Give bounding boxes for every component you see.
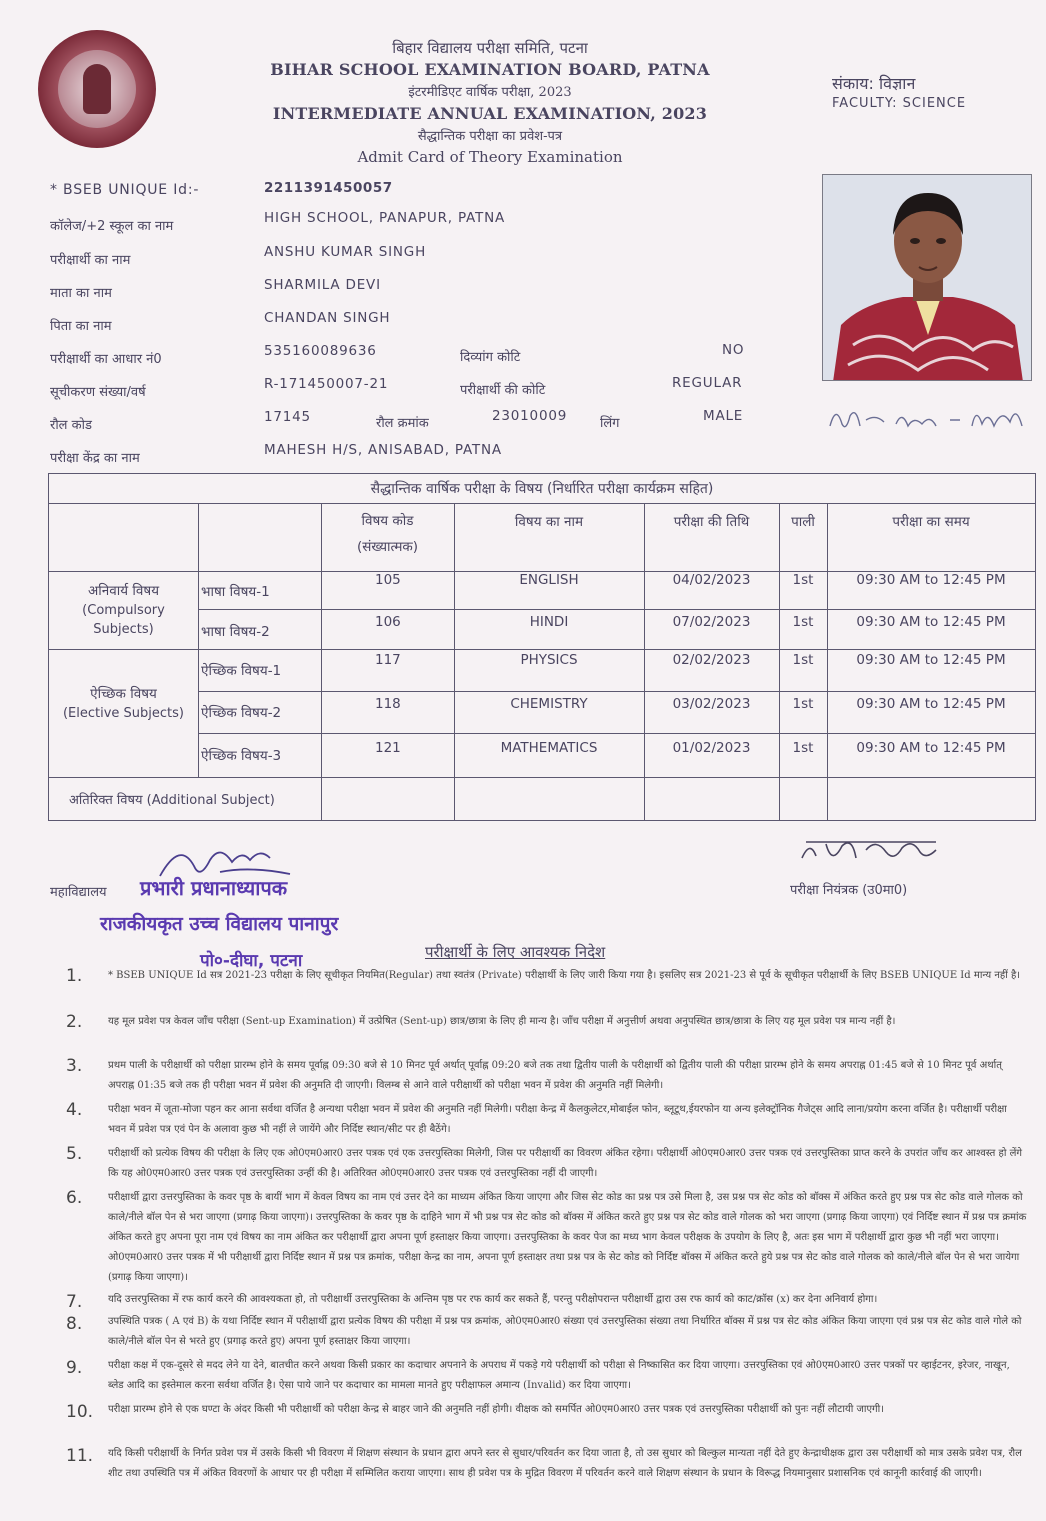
instructions-title: परीक्षार्थी के लिए आवश्यक निदेश — [425, 943, 606, 961]
table-row-subject: HINDI — [529, 614, 569, 630]
seal-emblem — [58, 50, 136, 128]
instruction-number: 5. — [66, 1144, 83, 1164]
centre-value: MAHESH H/S, ANISABAD, PATNA — [264, 442, 502, 458]
mother-label: माता का नाम — [50, 286, 112, 301]
instruction-number: 11. — [66, 1446, 94, 1466]
controller-signature — [796, 830, 946, 870]
head-exam-date: परीक्षा की तिथि — [673, 514, 750, 530]
uid-value: 2211391450057 — [264, 180, 393, 196]
table-row-date: 03/02/2023 — [672, 696, 751, 712]
divyang-label: दिव्यांग कोटि — [460, 350, 521, 365]
bseb-seal — [38, 30, 156, 148]
head-subject-code — [321, 508, 454, 560]
gender-value: MALE — [703, 408, 744, 424]
subject-table — [48, 473, 1036, 821]
table-row-code: 106 — [375, 614, 401, 630]
roll-code-label: रौल कोड — [50, 418, 92, 433]
gender-label: लिंग — [600, 416, 620, 431]
table-row-date: 07/02/2023 — [672, 614, 751, 630]
instruction-number: 9. — [66, 1358, 83, 1378]
father-label: पिता का नाम — [50, 319, 112, 334]
instruction-text: परीक्षा प्रारम्भ होने से एक घण्टा के अंदर किसी भी परीक्षार्थी को परीक्षा केन्द्र से बाहर जाने की अनुमति नहीं होगी। वीक्षक को समर्पित ओ0एम0आर0 उत्तर पत्रक एवं उत्तरपुस्तिका परीक्षार्थी को पुनः नहीं लौटायी जाएगी। — [108, 1404, 885, 1415]
head-subject-code-line2: (संख्यात्मक) — [356, 539, 419, 555]
group-compulsory-hindi: अनिवार्य विषय — [87, 582, 160, 599]
candidate-photo — [822, 174, 1032, 381]
group-elective-english: (Elective Subjects) — [62, 706, 185, 721]
table-row-shift: 1st — [792, 652, 814, 668]
mother-value: SHARMILA DEVI — [264, 277, 381, 293]
instruction-number: 3. — [66, 1056, 83, 1076]
stamp-line-designation: प्रभारी प्रधानाध्यापक — [140, 876, 288, 900]
head-subject-name: विषय का नाम — [514, 514, 584, 530]
table-row-date: 02/02/2023 — [672, 652, 751, 668]
table-row-time: 09:30 AM to 12:45 PM — [856, 696, 1006, 712]
instruction-text: परीक्षा कक्ष में एक-दूसरे से मदद लेने या देने, बातचीत करने अथवा किसी प्रकार का कदाचार अपनाने के अपराध में पकड़े गये परीक्षार्थी को परीक्षा से निष्कासित कर दिया जाएगा। उत्तरपुस्तिका एवं ओ0एम0आर0 उत्तर पत्रकों पर व्हाईटनर, इरेजर, नाखून, ब्लेड आदि का इस्तेमाल करना सर्वथा वर्जित है। ऐसा पाये जाने पर कदाचार का मामला मानते हुए परीक्षाफल अमान्य (Invalid) कर दिया जाएगा। — [108, 1360, 1010, 1391]
table-row-type: ऐच्छिक विषय-2 — [201, 704, 282, 721]
centre-label: परीक्षा केंद्र का नाम — [50, 451, 140, 466]
table-row-code: 121 — [375, 740, 401, 756]
exam-name-english: INTERMEDIATE ANNUAL EXAMINATION, 2023 — [272, 104, 708, 123]
table-row-type: भाषा विषय-1 — [201, 583, 270, 600]
exam-name-hindi: इंटरमीडिएट वार्षिक परीक्षा, 2023 — [408, 85, 572, 100]
table-row-subject: MATHEMATICS — [500, 740, 598, 756]
roll-number-label: रौल क्रमांक — [376, 416, 429, 431]
table-row-code: 117 — [375, 652, 401, 668]
instruction-text: परीक्षा भवन में जूता-मोजा पहन कर आना सर्वथा वर्जित है अन्यथा परीक्षा भवन में प्रवेश की अनुमति नहीं मिलेगी। परीक्षा केन्द्र में कैलकुलेटर,मोबाईल फोन, ब्लूटूथ,ईयरफोन या अन्य इलेक्ट्रॉनिक गैजेट्स आदि लाना/प्रयोग करना वर्जित है। परीक्षार्थी परीक्षा भवन में प्रवेश पत्र एवं पेन के अलावा कुछ भी नहीं ले जायेंगे और निर्दिष्ट स्थान/सीट पर ही बैठेंगे। — [108, 1104, 1007, 1135]
board-name-hindi: बिहार विद्यालय परीक्षा समिति, पटना — [392, 39, 588, 57]
table-row-code: 105 — [375, 572, 401, 588]
table-row-time: 09:30 AM to 12:45 PM — [856, 740, 1006, 756]
controller-label: परीक्षा नियंत्रक (उ0मा0) — [790, 883, 908, 898]
stamp-line-address: पो०-दीघा, पटना — [200, 951, 303, 971]
stamp-line-school: राजकीयकृत उच्च विद्यालय पानापुर — [100, 913, 339, 935]
table-row-shift: 1st — [792, 614, 814, 630]
instruction-text: यह मूल प्रवेश पत्र केवल जाँच परीक्षा (Sent-up Examination) में उत्प्रेषित (Sent-up) छात्र/छात्रा के लिए ही मान्य है। जाँच परीक्षा में अनुत्तीर्ण अथवा अनुपस्थित छात्र/छात्रा के लिए यह मूल प्रवेश पत्र मान्य नहीं है। — [108, 1016, 896, 1027]
table-title: सैद्धान्तिक वार्षिक परीक्षा के विषय (निर्धारित परीक्षा कार्यक्रम सहित) — [370, 481, 714, 497]
instruction-text: परीक्षार्थी द्वारा उत्तरपुस्तिका के कवर पृष्ठ के बायीं भाग में केवल विषय का नाम एवं उत्तर देने का माध्यम अंकित किया जाएगा और जिस सेट कोड का प्रश्न पत्र उसे मिला है, उस प्रश्न पत्र सेट कोड को बॉक्स में अंकित करते हुए प्रश्न पत्र सेट कोड वाले गोलक को काले/नीले बॉल पेन से भरा जाएगा (प्रगाढ़ किया जाएगा)। उत्तरपुस्तिका के कवर पृष्ठ के दाहिने भाग में भी प्रश्न पत्र सेट कोड को बॉक्स में अंकित करते हुए प्रश्न पत्र सेट कोड वाले गोलक को भरा जाएगा (प्रगाढ़ किया जाएगा) एवं निर्दिष्ट स्थान में प्रश्न पत्र क्रमांक अंकित करते हुए अपना पूरा नाम एवं विषय का नाम अंकित कर परीक्षार्थी द्वारा अपना पूर्ण हस्ताक्षर किया जाएगा। उत्तरपुस्तिका के कवर पेज का मध्य भाग केवल परीक्षक के उपयोग के लिए है, अतः इस भाग में परीक्षार्थी द्वारा कुछ भी नहीं भरा जाएगा। ओ0एम0आर0 उत्तर पत्रक में भी परीक्षार्थी द्वारा निर्दिष्ट स्थान में प्रश्न पत्र क्रमांक, परीक्षा केन्द्र का नाम, अपना पूर्ण हस्ताक्षर तथा प्रश्न पत्र के सेट कोड को निर्दिष्ट बॉक्स में अंकित करते हुये प्रश्न पत्र सेट कोड वाले गोलक को काले/नीले बॉल पेन से भरा जायेगा (प्रगाढ़ किया जाएगा)। — [108, 1192, 1027, 1283]
table-row-time: 09:30 AM to 12:45 PM — [856, 652, 1006, 668]
principal-label: महाविद्यालय — [50, 885, 107, 900]
group-elective — [49, 674, 198, 734]
category-label: परीक्षार्थी की कोटि — [460, 383, 546, 398]
seal-figure-icon — [83, 64, 111, 114]
candidate-signature — [826, 396, 1036, 440]
roll-code-value: 17145 — [264, 409, 311, 425]
college-value: HIGH SCHOOL, PANAPUR, PATNA — [264, 210, 506, 226]
table-row-type: ऐच्छिक विषय-1 — [201, 662, 282, 679]
aadhar-label: परीक्षार्थी का आधार नं0 — [50, 352, 162, 367]
uid-label: * BSEB UNIQUE Id:- — [50, 182, 200, 198]
name-value: ANSHU KUMAR SINGH — [264, 244, 427, 260]
instruction-number: 2. — [66, 1012, 83, 1032]
table-row-code: 118 — [375, 696, 401, 712]
faculty-english: FACULTY: SCIENCE — [832, 96, 967, 111]
category-value: REGULAR — [672, 375, 743, 391]
head-shift: पाली — [791, 514, 815, 530]
instruction-number: 10. — [66, 1402, 94, 1422]
instruction-text: प्रथम पाली के परीक्षार्थी को परीक्षा प्रारम्भ होने के समय पूर्वाह्न 09:30 बजे से 10 मिनट पूर्व अर्थात् पूर्वाह्न 09:20 बजे तक तथा द्वितीय पाली के परीक्षार्थी को द्वितीय पाली की परीक्षा प्रारम्भ होने के समय अपराह्न 01:45 बजे से 10 मिनट पूर्व अर्थात् अपराह्न 01:35 बजे तक ही परीक्षा भवन में प्रवेश की अनुमति दी जाएगी। विलम्ब से आने वाले परीक्षार्थी को परीक्षा भवन में प्रवेश की अनुमति नहीं मिलेगी। — [108, 1060, 1002, 1091]
table-row-time: 09:30 AM to 12:45 PM — [856, 572, 1006, 588]
instruction-text: उपस्थिति पत्रक ( A एवं B) के यथा निर्दिष्ट स्थान में परीक्षार्थी द्वारा प्रत्येक विषय की परीक्षा में प्रश्न पत्र क्रमांक, ओ0एम0आर0 संख्या एवं उत्तरपुस्तिका संख्या तथा निर्धारित बॉक्स में प्रश्न पत्र सेट कोड अंकित किया जाएगा एवं प्रश्न पत्र सेट कोड वाले गोले को काले/नीले बॉल पेन से भरते हुए (प्रगाढ़ करते हुए) अपना पूर्ण हस्ताक्षर किया जाएगा। — [108, 1316, 1022, 1347]
registration-label: सूचीकरण संख्या/वर्ष — [50, 385, 146, 400]
head-exam-time: परीक्षा का समय — [892, 514, 970, 530]
head-subject-code-line1: विषय कोड — [361, 513, 414, 529]
additional-subject-label: अतिरिक्त विषय (Additional Subject) — [69, 793, 275, 808]
faculty-hindi: संकाय: विज्ञान — [832, 74, 916, 93]
aadhar-value: 535160089636 — [264, 343, 377, 359]
instruction-text: परीक्षार्थी को प्रत्येक विषय की परीक्षा के लिए एक ओ0एम0आर0 उत्तर पत्रक एवं एक उत्तरपुस्तिका मिलेगी, जिस पर परीक्षार्थी का विवरण अंकित रहेगा। परीक्षार्थी ओ0एम0आर0 उत्तर पत्रक एवं उत्तरपुस्तिका प्राप्त करने के उपरांत जाँच कर आश्वस्त हो लेंगे कि यह ओ0एम0आर0 उत्तर पत्रक एवं उत्तरपुस्तिका उन्हीं की है। अतिरिक्त ओ0एम0आर0 उत्तर पत्रक एवं उत्तरपुस्तिका नहीं दी जाएगी। — [108, 1148, 1023, 1179]
table-row-date: 01/02/2023 — [672, 740, 751, 756]
name-label: परीक्षार्थी का नाम — [50, 253, 131, 268]
table-row-type: भाषा विषय-2 — [201, 623, 270, 640]
table-row-subject: ENGLISH — [519, 572, 579, 588]
college-label: कॉलेज/+2 स्कूल का नाम — [50, 219, 174, 234]
table-row-date: 04/02/2023 — [672, 572, 751, 588]
board-name-english: BIHAR SCHOOL EXAMINATION BOARD, PATNA — [270, 60, 710, 79]
instruction-number: 7. — [66, 1292, 83, 1312]
instruction-number: 8. — [66, 1314, 83, 1334]
father-value: CHANDAN SINGH — [264, 310, 391, 326]
instruction-number: 4. — [66, 1100, 83, 1120]
card-title-english: Admit Card of Theory Examination — [357, 148, 623, 166]
table-row-subject: PHYSICS — [520, 652, 578, 668]
table-row-type: ऐच्छिक विषय-3 — [201, 748, 282, 764]
table-row-shift: 1st — [792, 572, 814, 588]
table-row-subject: CHEMISTRY — [510, 696, 588, 712]
instruction-text: * BSEB UNIQUE Id सत्र 2021-23 परीक्षा के लिए सूचीकृत नियमित(Regular) तथा स्वतंत्र (Private) परीक्षार्थी के लिए जारी किया गया है। इसलिए सत्र 2021-23 से पूर्व के सूचीकृत परीक्षार्थी के लिए BSEB UNIQUE Id मान्य नहीं है। — [108, 970, 1021, 981]
instruction-number: 6. — [66, 1188, 83, 1208]
divyang-value: NO — [722, 342, 745, 358]
instruction-number: 1. — [66, 966, 83, 986]
instruction-text: यदि किसी परीक्षार्थी के निर्गत प्रवेश पत्र में उसके किसी भी विवरण में शिक्षण संस्थान के प्रधान द्वारा अपने स्तर से सुधार/परिवर्तन कर दिया जाता है, तो उस सुधार को बिल्कुल मान्यता नहीं देते हुए केन्द्राधीक्षक द्वारा उस परीक्षार्थी को मात्र उसके प्रवेश पत्र, रौल शीट तथा उपस्थिति पत्र में अंकित विवरणों के आधार पर ही परीक्षा में सम्मिलित कराया जाएगा। साथ ही प्रवेश पत्र के मुद्रित विवरण में परिवर्तन करने वाले शिक्षण संस्थान के प्रधान के विरूद्ध नियमानुसार प्रशासनिक एवं कानूनी कार्रवाई की जाएगी। — [108, 1448, 1022, 1479]
candidate-portrait-image — [823, 175, 1032, 381]
registration-value: R-171450007-21 — [264, 376, 389, 392]
table-row-time: 09:30 AM to 12:45 PM — [856, 614, 1006, 630]
roll-number-value: 23010009 — [492, 408, 568, 424]
table-row-shift: 1st — [792, 740, 814, 756]
group-elective-hindi: ऐच्छिक विषय — [90, 686, 157, 702]
group-compulsory-english: (Compulsory Subjects) — [82, 602, 165, 637]
group-compulsory — [49, 574, 198, 646]
card-title-hindi: सैद्धान्तिक परीक्षा का प्रवेश-पत्र — [417, 129, 563, 144]
instruction-text: यदि उत्तरपुस्तिका में रफ कार्य करने की आवश्यकता हो, तो परीक्षार्थी उत्तरपुस्तिका के अन्तिम पृष्ठ पर रफ कार्य कर सकते हैं, परन्तु परीक्षोपरान्त परीक्षार्थी द्वारा उस रफ कार्य को काट/क्रॉस (x) कर देना अनिवार्य होगा। — [108, 1294, 878, 1305]
table-row-shift: 1st — [792, 696, 814, 712]
